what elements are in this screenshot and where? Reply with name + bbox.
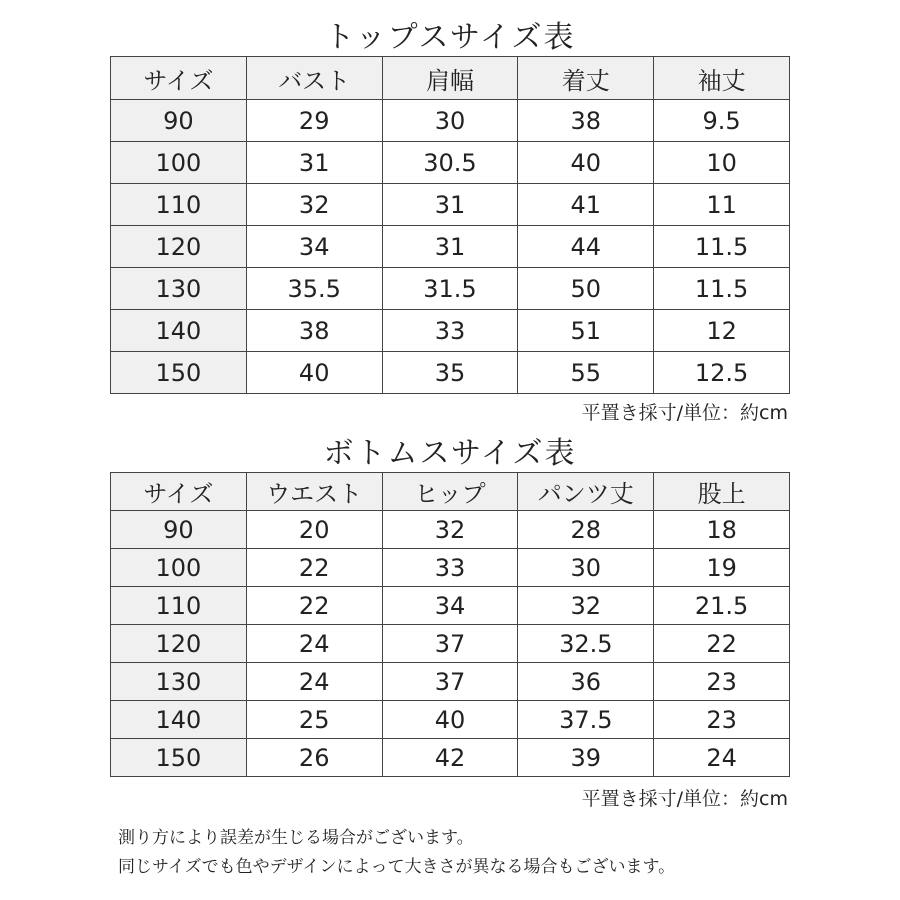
column-header: 股上 bbox=[654, 473, 790, 511]
table-row bbox=[111, 352, 790, 394]
column-header: パンツ丈 bbox=[518, 473, 654, 511]
measurement-cell: 31.5 bbox=[382, 268, 518, 310]
measurement-cell: 31 bbox=[382, 184, 518, 226]
size-cell: 90 bbox=[111, 100, 247, 142]
tops-size-table bbox=[110, 56, 790, 394]
bottoms-title: ボトムスサイズ表 bbox=[323, 436, 577, 471]
measurement-cell: 32 bbox=[382, 511, 518, 549]
table-row bbox=[111, 310, 790, 352]
measurement-cell: 11.5 bbox=[654, 268, 790, 310]
table-row bbox=[111, 226, 790, 268]
measurement-cell: 23 bbox=[654, 663, 790, 701]
measurement-cell: 30 bbox=[518, 549, 654, 587]
measurement-cell: 25 bbox=[246, 701, 382, 739]
measurement-cell: 32 bbox=[246, 184, 382, 226]
tops-title: トップスサイズ表 bbox=[324, 20, 576, 55]
column-header: 肩幅 bbox=[382, 57, 518, 100]
column-header: サイズ bbox=[111, 57, 247, 100]
measurement-cell: 32.5 bbox=[518, 625, 654, 663]
column-header: サイズ bbox=[111, 473, 247, 511]
measurement-cell: 42 bbox=[382, 739, 518, 777]
measurement-cell: 31 bbox=[382, 226, 518, 268]
measurement-cell: 10 bbox=[654, 142, 790, 184]
measurement-cell: 35 bbox=[382, 352, 518, 394]
table-row bbox=[111, 511, 790, 549]
measurement-cell: 29 bbox=[246, 100, 382, 142]
size-cell: 130 bbox=[111, 268, 247, 310]
tops-unit-note: 平置き採寸/単位：約cm bbox=[581, 402, 788, 424]
measurement-cell: 22 bbox=[246, 587, 382, 625]
measurement-cell: 11 bbox=[654, 184, 790, 226]
size-cell: 100 bbox=[111, 549, 247, 587]
measurement-cell: 11.5 bbox=[654, 226, 790, 268]
table-row bbox=[111, 100, 790, 142]
measurement-cell: 33 bbox=[382, 549, 518, 587]
measurement-cell: 40 bbox=[518, 142, 654, 184]
measurement-cell: 37 bbox=[382, 625, 518, 663]
column-header: バスト bbox=[246, 57, 382, 100]
measurement-cell: 37 bbox=[382, 663, 518, 701]
table-row bbox=[111, 142, 790, 184]
table-row bbox=[111, 587, 790, 625]
measurement-cell: 22 bbox=[246, 549, 382, 587]
size-cell: 120 bbox=[111, 625, 247, 663]
measurement-cell: 51 bbox=[518, 310, 654, 352]
size-cell: 100 bbox=[111, 142, 247, 184]
measurement-cell: 50 bbox=[518, 268, 654, 310]
measurement-cell: 12.5 bbox=[654, 352, 790, 394]
measurement-cell: 37.5 bbox=[518, 701, 654, 739]
table-row bbox=[111, 701, 790, 739]
measurement-cell: 34 bbox=[382, 587, 518, 625]
measurement-cell: 24 bbox=[246, 663, 382, 701]
size-cell: 130 bbox=[111, 663, 247, 701]
measurement-cell: 24 bbox=[246, 625, 382, 663]
size-cell: 150 bbox=[111, 739, 247, 777]
footer-line-2: 同じサイズでも色やデザインによって大きさが異なる場合もございます。 bbox=[118, 857, 676, 877]
measurement-cell: 55 bbox=[518, 352, 654, 394]
measurement-cell: 38 bbox=[246, 310, 382, 352]
size-cell: 120 bbox=[111, 226, 247, 268]
measurement-cell: 20 bbox=[246, 511, 382, 549]
size-cell: 90 bbox=[111, 511, 247, 549]
column-header: 袖丈 bbox=[654, 57, 790, 100]
measurement-cell: 24 bbox=[654, 739, 790, 777]
measurement-cell: 44 bbox=[518, 226, 654, 268]
column-header: 着丈 bbox=[518, 57, 654, 100]
footer-line-1: 測り方により誤差が生じる場合がございます。 bbox=[118, 828, 474, 848]
size-cell: 110 bbox=[111, 587, 247, 625]
measurement-cell: 33 bbox=[382, 310, 518, 352]
size-cell: 140 bbox=[111, 310, 247, 352]
table-row bbox=[111, 184, 790, 226]
measurement-cell: 32 bbox=[518, 587, 654, 625]
measurement-cell: 26 bbox=[246, 739, 382, 777]
table-row bbox=[111, 268, 790, 310]
size-cell: 140 bbox=[111, 701, 247, 739]
table-row bbox=[111, 663, 790, 701]
size-cell: 110 bbox=[111, 184, 247, 226]
measurement-cell: 41 bbox=[518, 184, 654, 226]
column-header: ヒップ bbox=[382, 473, 518, 511]
column-header: ウエスト bbox=[246, 473, 382, 511]
measurement-cell: 34 bbox=[246, 226, 382, 268]
measurement-cell: 23 bbox=[654, 701, 790, 739]
measurement-cell: 30.5 bbox=[382, 142, 518, 184]
table-row bbox=[111, 625, 790, 663]
measurement-cell: 40 bbox=[246, 352, 382, 394]
header-row bbox=[111, 57, 790, 100]
measurement-cell: 31 bbox=[246, 142, 382, 184]
size-cell: 150 bbox=[111, 352, 247, 394]
bottoms-size-table bbox=[110, 472, 790, 777]
table-row bbox=[111, 739, 790, 777]
bottoms-unit-note: 平置き採寸/単位：約cm bbox=[581, 788, 788, 810]
measurement-cell: 36 bbox=[518, 663, 654, 701]
measurement-cell: 38 bbox=[518, 100, 654, 142]
measurement-cell: 22 bbox=[654, 625, 790, 663]
measurement-cell: 39 bbox=[518, 739, 654, 777]
measurement-cell: 40 bbox=[382, 701, 518, 739]
header-row bbox=[111, 473, 790, 511]
measurement-cell: 19 bbox=[654, 549, 790, 587]
measurement-cell: 12 bbox=[654, 310, 790, 352]
measurement-cell: 28 bbox=[518, 511, 654, 549]
measurement-cell: 9.5 bbox=[654, 100, 790, 142]
measurement-cell: 30 bbox=[382, 100, 518, 142]
measurement-cell: 35.5 bbox=[246, 268, 382, 310]
measurement-cell: 18 bbox=[654, 511, 790, 549]
table-row bbox=[111, 549, 790, 587]
measurement-cell: 21.5 bbox=[654, 587, 790, 625]
